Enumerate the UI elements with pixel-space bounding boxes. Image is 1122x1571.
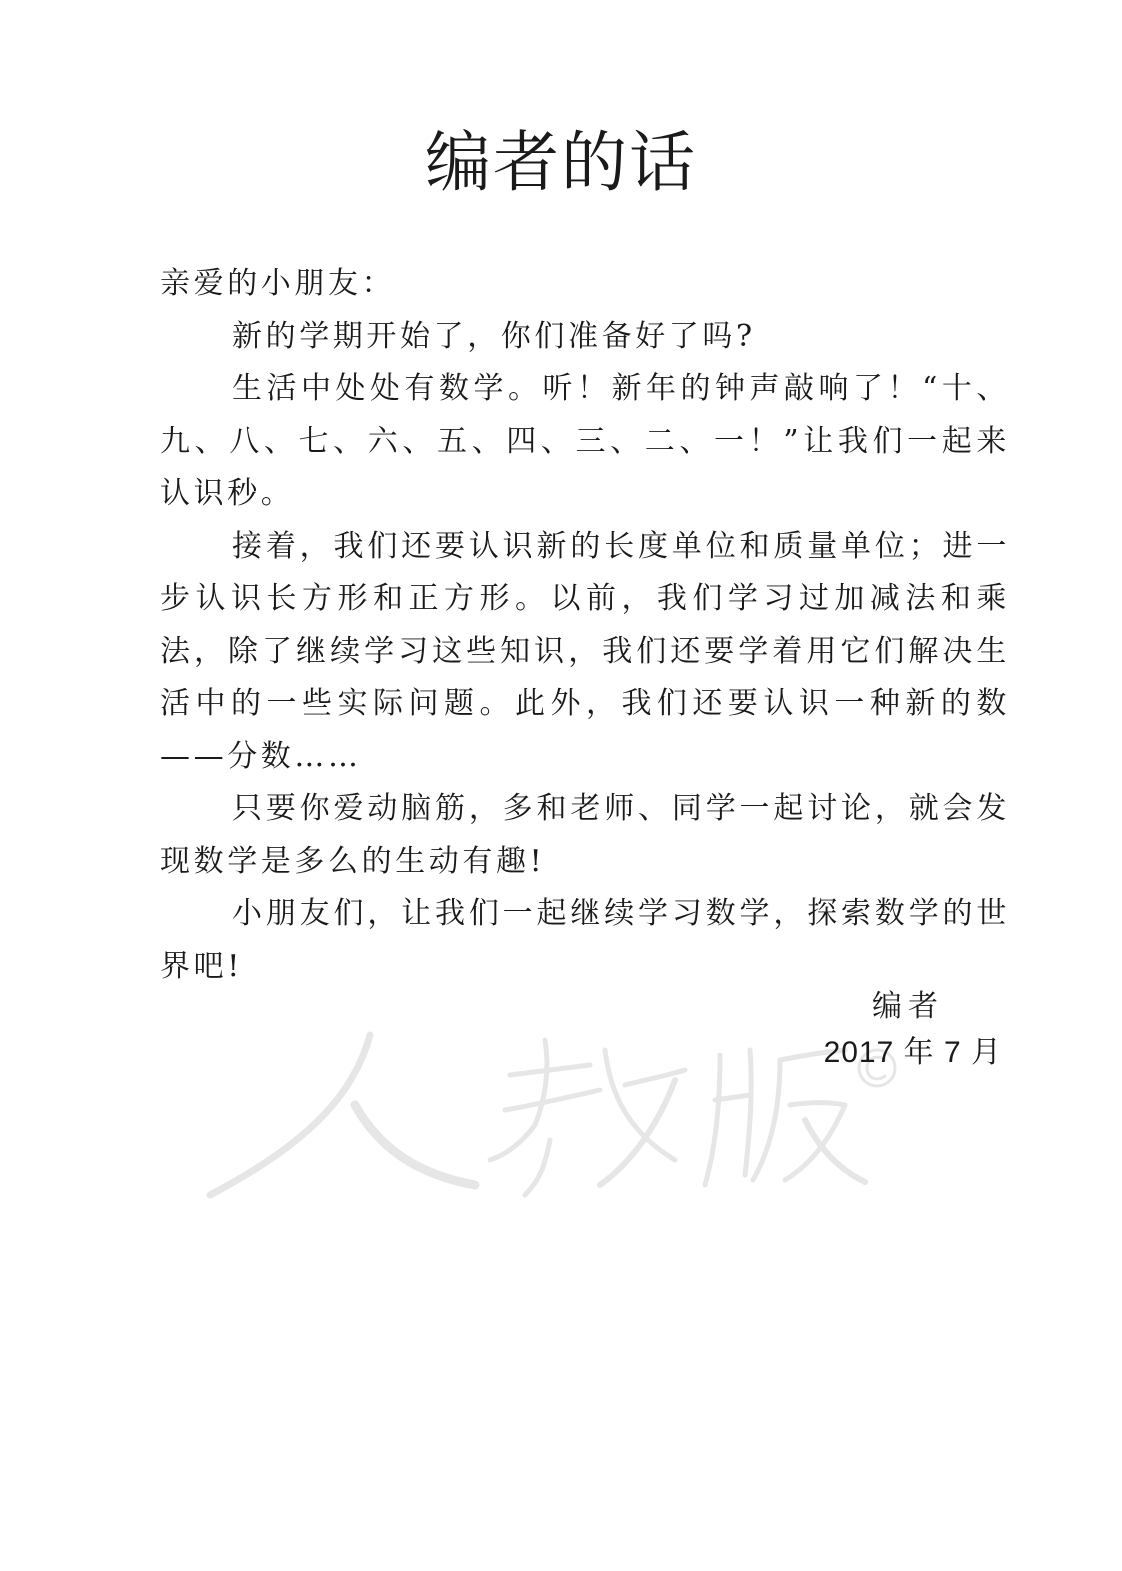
signoff-editor: 编者 [872, 989, 944, 1024]
letter-body [160, 258, 1010, 993]
signoff [824, 984, 1002, 1076]
paragraph: 生活中处处有数学。听！新年的钟声敲响了！“十、九、八、七、六、五、四、三、二、一！”让我们一起来认识秒。 [160, 371, 1010, 511]
paragraph: 新的学期开始了，你们准备好了吗? [232, 318, 756, 354]
page-title: 编者的话 [425, 124, 697, 201]
paragraph: 只要你爱动脑筋，多和老师、同学一起讨论，就会发现数学是多么的生动有趣! [160, 791, 1010, 879]
paragraph: 小朋友们，让我们一起继续学习数学，探索数学的世界吧! [160, 896, 1010, 984]
watermark-logo [205, 1010, 905, 1220]
signoff-date: 2017 年 7 月 [823, 1036, 1002, 1069]
salutation: 亲爱的小朋友： [160, 266, 396, 301]
paragraph: 接着，我们还要认识新的长度单位和质量单位；进一步认识长方形和正方形。以前，我们学习过加减法和乘法，除了继续学习这些知识，我们还要学着用它们解决生活中的一些实际问题。此外，我们还要认识一种新的数——分数…… [160, 528, 1010, 774]
